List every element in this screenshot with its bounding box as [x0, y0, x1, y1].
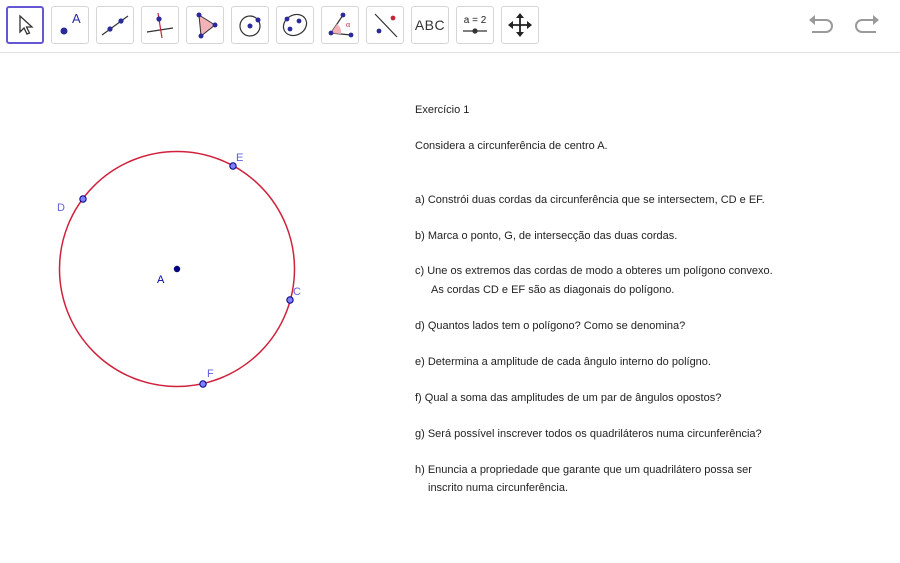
redo-button[interactable]: [852, 12, 882, 40]
exercise-title: Exercício 1: [415, 104, 470, 116]
slider-tool-button[interactable]: [456, 6, 494, 44]
point-icon: [55, 11, 85, 39]
point-label-d: D: [57, 202, 65, 214]
ellipse-icon: [280, 11, 310, 39]
text-icon: ABC: [414, 17, 446, 33]
arrow-cursor-icon: [13, 13, 37, 37]
question-g: g) Será possível inscrever todos os quadriláteros numa circunferência?: [415, 428, 762, 440]
question-e: e) Determina a amplitude de cada ângulo interno do polígno.: [415, 356, 711, 368]
svg-text:α: α: [346, 20, 351, 29]
point-label-e: E: [236, 152, 244, 164]
circle-center-point-tool-button[interactable]: [231, 6, 269, 44]
text-tool-button[interactable]: [411, 6, 449, 44]
question-d: d) Quantos lados tem o polígono? Como se denomina?: [415, 320, 686, 332]
question-c: c) Une os extremos das cordas de modo a obteres um polígono convexo.: [415, 265, 773, 277]
reflect-about-line-icon: [370, 11, 400, 39]
point-d[interactable]: [80, 196, 86, 202]
construction-canvas[interactable]: [0, 53, 400, 558]
undo-button[interactable]: [806, 12, 836, 40]
question-a: a) Constrói duas cordas da circunferência que se intersectem, CD e EF.: [415, 194, 765, 206]
svg-text:A: A: [72, 11, 81, 26]
question-h: h) Enuncia a propriedade que garante que um quadrilátero possa ser: [415, 464, 752, 476]
question-h-continued: inscrito numa circunferência.: [428, 482, 569, 494]
redo-icon: [852, 13, 882, 39]
question-b: b) Marca o ponto, G, de intersecção das duas cordas.: [415, 230, 678, 242]
polygon-icon: [190, 11, 220, 39]
perpendicular-line-icon: [145, 11, 175, 39]
circle-center-icon: [235, 11, 265, 39]
move-arrows-icon: [506, 11, 534, 39]
undo-icon: [806, 13, 836, 39]
move-graphics-view-tool-button[interactable]: [501, 6, 539, 44]
toolbar: [0, 0, 900, 53]
line-tool-button[interactable]: [96, 6, 134, 44]
move-tool-button[interactable]: [6, 6, 44, 44]
point-label-c: C: [293, 286, 301, 298]
center-point-a[interactable]: [174, 266, 180, 272]
perpendicular-line-tool-button[interactable]: [141, 6, 179, 44]
angle-tool-button[interactable]: [321, 6, 359, 44]
polygon-tool-button[interactable]: [186, 6, 224, 44]
ellipse-tool-button[interactable]: [276, 6, 314, 44]
line-through-points-icon: [100, 11, 130, 39]
angle-icon: [325, 11, 355, 39]
point-f[interactable]: [200, 381, 206, 387]
exercise-intro: Considera a circunferência de centro A.: [415, 140, 608, 152]
center-label-a: A: [157, 274, 165, 286]
slider-icon: [459, 11, 491, 39]
exercise-text: [415, 53, 895, 558]
question-c-continued: As cordas CD e EF são as diagonais do polígono.: [431, 284, 675, 296]
point-tool-button[interactable]: [51, 6, 89, 44]
question-f: f) Qual a soma das amplitudes de um par de ângulos opostos?: [415, 392, 722, 404]
point-label-f: F: [207, 368, 214, 380]
svg-text:a = 2: a = 2: [463, 15, 487, 26]
graphics-view[interactable]: [0, 53, 400, 558]
reflect-tool-button[interactable]: [366, 6, 404, 44]
